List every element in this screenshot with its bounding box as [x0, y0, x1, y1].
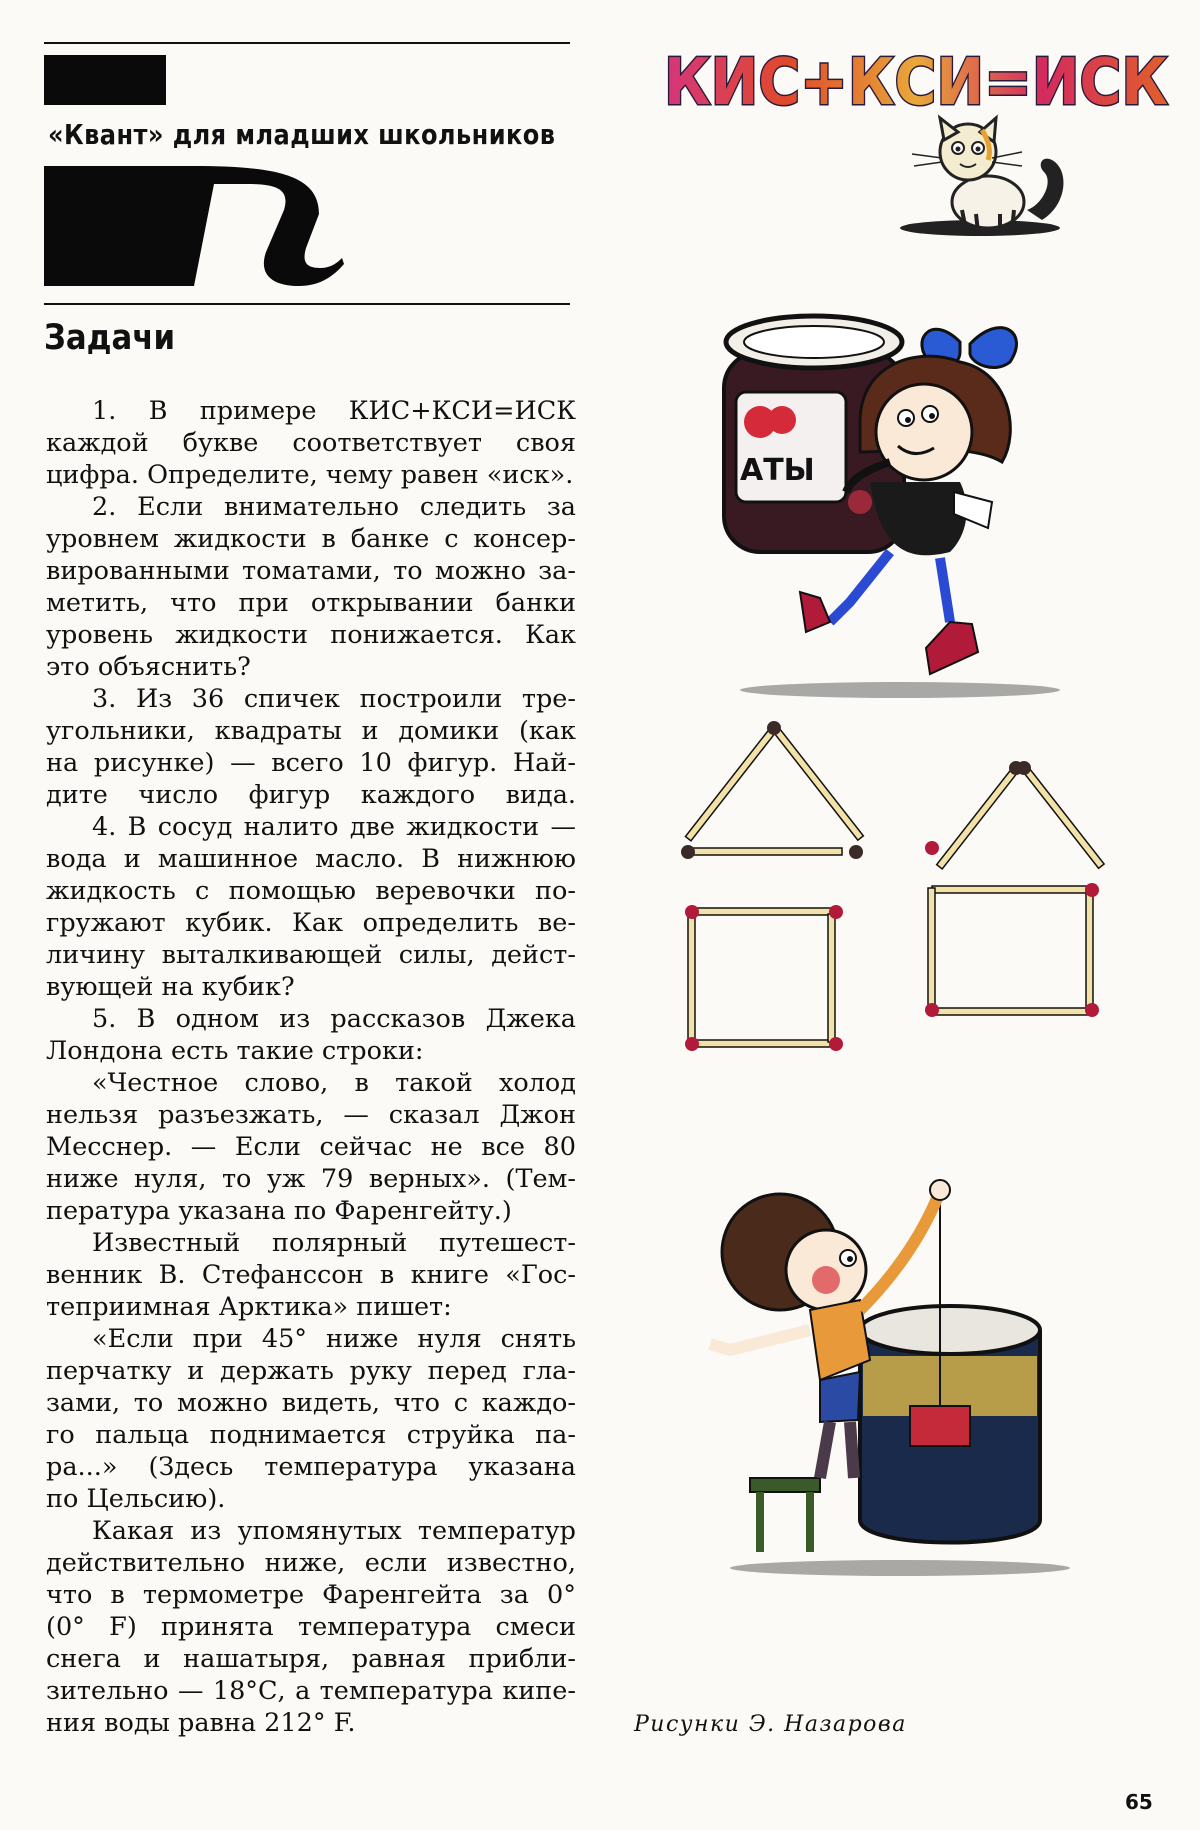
text-line: ния воды равна 212° F.: [46, 1708, 356, 1738]
text-line: личину выталкивающей силы, дейст-: [46, 940, 576, 970]
text-line: Какая из упомянутых температур: [92, 1516, 576, 1546]
text-line: «Если при 45° ниже нуля снять: [92, 1324, 576, 1354]
text-line: вода и машинное масло. В нижнюю: [46, 844, 576, 874]
text-line: действительно ниже, если известно,: [46, 1548, 576, 1578]
text-line: угольники, квадраты и домики (как: [46, 716, 576, 746]
text-line: нельзя разъезжать, — сказал Джон: [46, 1100, 576, 1130]
text-line: зительно — 18°С, а температура кипе-: [46, 1676, 576, 1706]
text-line: вированными томатами, то можно за-: [46, 556, 576, 586]
text-line: на рисунке) — всего 10 фигур. Най-: [46, 748, 576, 778]
text-line: каждой букве соответствует своя: [46, 428, 576, 458]
text-line: снега и нашатыря, равная прибли-: [46, 1644, 576, 1674]
top-rule: [44, 42, 570, 44]
middle-rule: [44, 303, 570, 305]
jar-label-text: АТЫ: [740, 453, 815, 488]
text-line: Известный полярный путешест-: [92, 1228, 576, 1258]
kvant-p-logo-icon: [44, 166, 344, 286]
text-line: Лондона есть такие строки:: [46, 1036, 424, 1066]
text-line: го пальца поднимается струйка па-: [46, 1420, 576, 1450]
text-line: перчатку и держать руку перед гла-: [46, 1356, 576, 1386]
text-line: зами, то можно видеть, что с каждо-: [46, 1388, 576, 1418]
illustration-caption: Рисунки Э. Назарова: [634, 1712, 907, 1737]
text-line: уровнем жидкости в банке с консер-: [46, 524, 576, 554]
section-title: «Квант» для младших школьников: [48, 118, 556, 151]
text-line: метить, что при открывании банки: [46, 588, 576, 618]
text-line: ниже нуля, то уж 79 верных». (Тем-: [46, 1164, 576, 1194]
text-line: «Честное слово, в такой холод: [92, 1068, 576, 1098]
cat-illustration: [892, 110, 1084, 240]
text-line: 5. В одном из рассказов Джека: [92, 1004, 576, 1034]
page-heading: Задачи: [44, 318, 176, 358]
kicker-title: [660, 44, 1172, 120]
text-line: ра...» (Здесь температура указана: [46, 1452, 576, 1482]
text-line: 1. В примере КИС+КСИ=ИСК: [92, 396, 576, 426]
text-line: Месснер. — Если сейчас не все 80: [46, 1132, 576, 1162]
page-number: 65: [1125, 1790, 1153, 1814]
text-line: по Цельсию).: [46, 1484, 226, 1514]
text-line: что в термометре Фаренгейта за 0°: [46, 1580, 576, 1610]
matches-figures-illustration: [680, 718, 1120, 1078]
text-line: 4. В сосуд налито две жидкости —: [92, 812, 576, 842]
text-line: уровень жидкости понижается. Как: [46, 620, 576, 650]
girl-with-jar-illustration: [710, 302, 1100, 702]
boy-with-beaker-illustration: [700, 1160, 1080, 1580]
text-line: вующей на кубик?: [46, 972, 295, 1002]
text-line: пература указана по Фаренгейту.): [46, 1196, 512, 1226]
text-line: дите число фигур каждого вида.: [46, 780, 576, 810]
text-line: гружают кубик. Как определить ве-: [46, 908, 576, 938]
text-line: это объяснить?: [46, 652, 251, 682]
text-line: 3. Из 36 спичек построили тре-: [92, 684, 576, 714]
kicker-title-text: КИС+КСИ=ИСК: [664, 46, 1168, 120]
text-line: теприимная Арктика» пишет:: [46, 1292, 452, 1322]
header-black-bar: [44, 55, 166, 105]
text-line: 2. Если внимательно следить за: [92, 492, 576, 522]
text-line: цифра. Определите, чему равен «иск».: [46, 460, 574, 490]
text-line: жидкость с помощью веревочки по-: [46, 876, 576, 906]
text-line: венник В. Стефанссон в книге «Гос-: [46, 1260, 576, 1290]
text-line: (0° F) принята температура смеси: [46, 1612, 576, 1642]
